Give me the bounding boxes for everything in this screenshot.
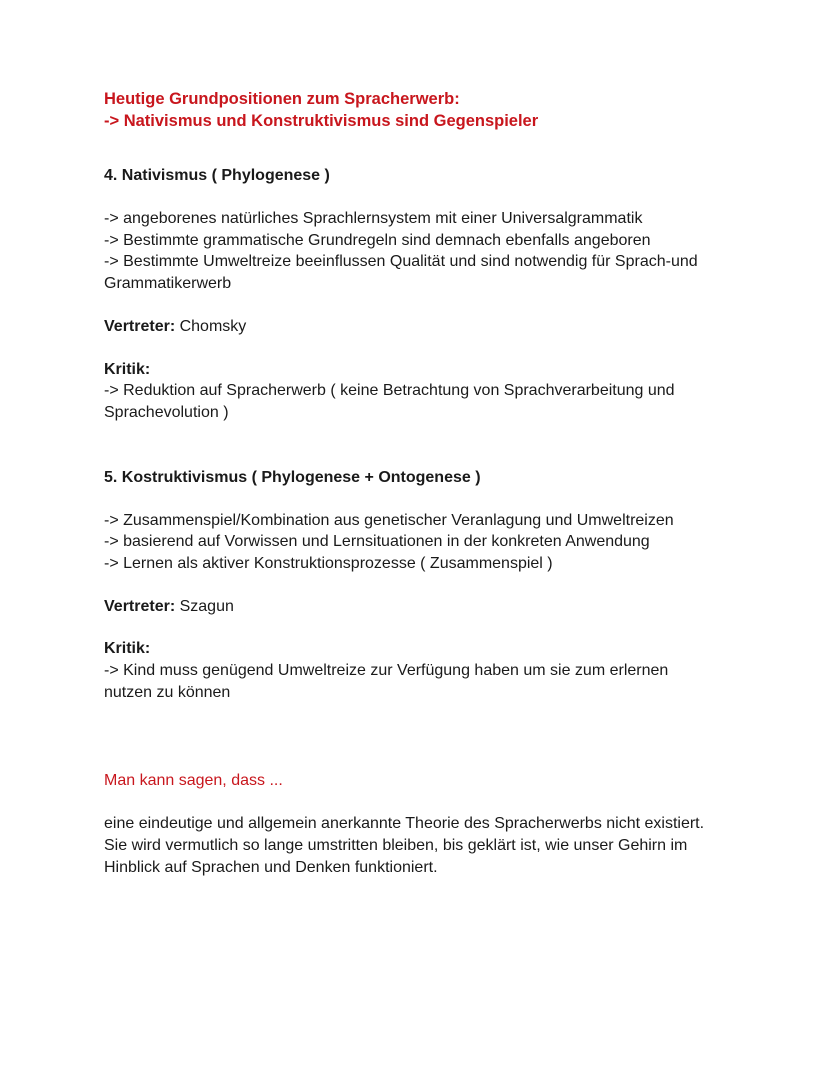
conclusion-intro: Man kann sagen, dass ... xyxy=(104,771,283,789)
vertreter-label: Vertreter: xyxy=(104,597,176,615)
nativismus-vertreter xyxy=(104,316,784,338)
title-line-1: Heutige Grundpositionen zum Spracherwerb: xyxy=(104,90,460,108)
konstruktivismus-point: -> Zusammenspiel/Kombination aus genetischer Veranlagung und Umweltreizen xyxy=(104,511,674,529)
document-page xyxy=(104,88,784,878)
nativismus-point: -> Bestimmte Umweltreize beeinflussen Qualität und sind notwendig für Sprach-und xyxy=(104,253,698,271)
nativismus-point: Grammatikerwerb xyxy=(104,275,232,293)
conclusion-line: eine eindeutige und allgemein anerkannte Theorie des Spracherwerbs nicht existiert. xyxy=(104,815,705,833)
kritik-line: nutzen zu können xyxy=(104,683,231,701)
kritik-line: -> Kind muss genügend Umweltreize zur Verfügung haben um sie zum erlernen xyxy=(104,662,669,680)
konstruktivismus-points xyxy=(104,510,784,575)
nativismus-kritik xyxy=(104,359,784,424)
konstruktivismus-kritik xyxy=(104,638,784,703)
kritik-label: Kritik: xyxy=(104,360,151,378)
konstruktivismus-point: -> Lernen als aktiver Konstruktionsprozesse ( Zusammenspiel ) xyxy=(104,555,553,573)
kritik-label: Kritik: xyxy=(104,640,151,658)
vertreter-label: Vertreter: xyxy=(104,317,176,335)
konstruktivismus-point: -> basierend auf Vorwissen und Lernsituationen in der konkreten Anwendung xyxy=(104,533,650,551)
konstruktivismus-vertreter xyxy=(104,596,784,618)
nativismus-point: -> Bestimmte grammatische Grundregeln sind demnach ebenfalls angeboren xyxy=(104,231,651,249)
conclusion-line: Hinblick auf Sprachen und Denken funktioniert. xyxy=(104,858,438,876)
kritik-line: -> Reduktion auf Spracherwerb ( keine Betrachtung von Sprachverarbeitung und xyxy=(104,382,675,400)
nativismus-points xyxy=(104,208,784,295)
document-title xyxy=(104,88,784,132)
vertreter-value: Szagun xyxy=(175,597,234,615)
section-heading-nativismus: 4. Nativismus ( Phylogenese ) xyxy=(104,167,330,184)
conclusion-line: Sie wird vermutlich so lange umstritten bleiben, bis geklärt ist, wie unser Gehirn im xyxy=(104,836,688,854)
title-line-2: -> Nativismus und Konstruktivismus sind Gegenspieler xyxy=(104,112,539,130)
vertreter-value: Chomsky xyxy=(175,317,247,335)
kritik-line: Sprachevolution ) xyxy=(104,403,229,421)
section-heading-konstruktivismus: 5. Kostruktivismus ( Phylogenese + Ontogenese ) xyxy=(104,468,481,486)
nativismus-point: -> angeborenes natürliches Sprachlernsystem mit einer Universalgrammatik xyxy=(104,210,643,227)
conclusion-text xyxy=(104,813,784,878)
